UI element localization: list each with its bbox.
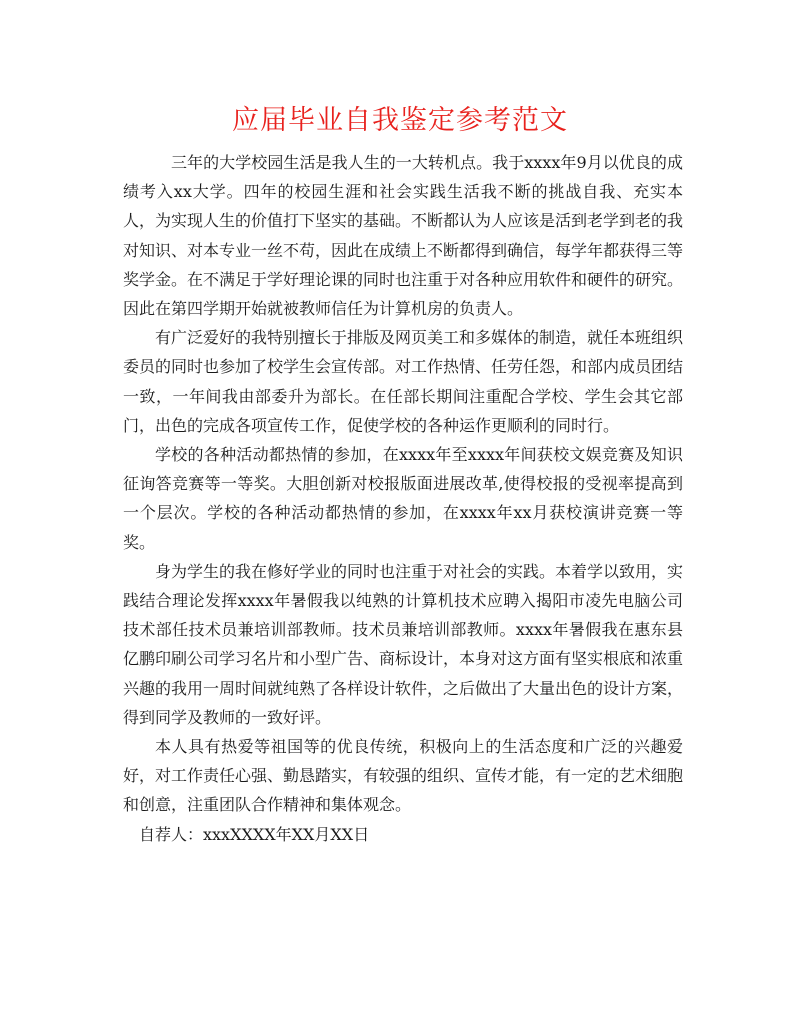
paragraph-activities: 学校的各种活动都热情的参加，在xxxx年至xxxx年间获校文娱竞赛及知识征询答竞赛等一等奖。大胆创新对校报版面进展改革,使得校报的受视率提高到一个层次。学校的各种活动都热情的参加，在xxxx年xx月获校演讲竞赛一等奖。 — [123, 445, 683, 552]
document-body — [123, 148, 683, 849]
signature-line: 自荐人：xxxXXXX年XX月XX日 — [139, 824, 370, 844]
paragraph-intro: 三年的大学校园生活是我人生的一大转机点。我于xxxx年9月以优良的成绩考入xx大学。四年的校园生涯和社会实践生活我不断的挑战自我、充实本人，为实现人生的价值打下坚实的基础。不断都认为人应该是活到老学到老的我对知识、对本专业一丝不苟，因此在成绩上不断都得到确信，每学年都获得三等奖学金。在不满足于学好理论课的同时也注重于对各种应用软件和硬件的研究。因此在第四学期开始就被教师信任为计算机房的负责人。 — [123, 153, 684, 319]
paragraph-summary: 本人具有热爱等祖国等的优良传统，积极向上的生活态度和广泛的兴趣爱好，对工作责任心强、勤恳踏实，有较强的组织、宣传才能，有一定的艺术细胞和创意，注重团队合作精神和集体观念。 — [123, 737, 684, 815]
paragraph-hobbies: 有广泛爱好的我特别擅长于排版及网页美工和多媒体的制造，就任本班组织委员的同时也参加了校学生会宣传部。对工作热情、任劳任怨，和部内成员团结一致，一年间我由部委升为部长。在任部长期间注重配合学校、学生会其它部门，出色的完成各项宣传工作，促使学校的各种运作更顺利的同时行。 — [123, 328, 684, 435]
document-title: 应届毕业自我鉴定参考范文 — [232, 105, 568, 136]
paragraph-practice: 身为学生的我在修好学业的同时也注重于对社会的实践。本着学以致用，实践结合理论发挥xxxx年暑假我以纯熟的计算机技术应聘入揭阳市凌先电脑公司技术部任技术员兼培训部教师。技术员兼培训部教师。xxxx年暑假我在惠东县亿鹏印刷公司学习名片和小型广告、商标设计，本身对这方面有坚实根底和浓重兴趣的我用一周时间就纯熟了各样设计软件，之后做出了大量出色的设计方案，得到同学及教师的一致好评。 — [123, 561, 684, 727]
